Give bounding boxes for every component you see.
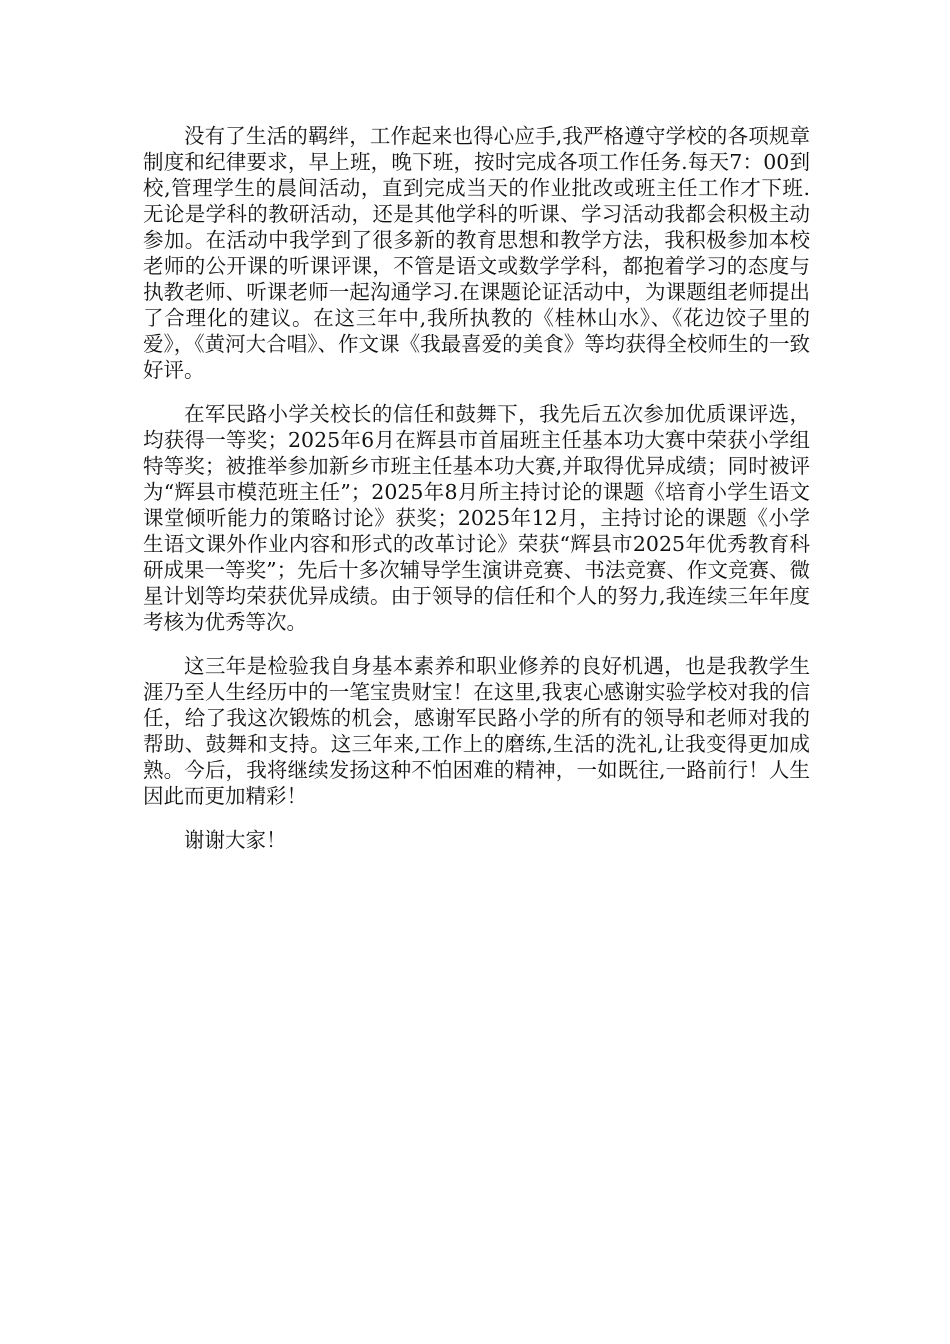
- paragraph-achievements: 在军民路小学关校长的信任和鼓舞下，我先后五次参加优质课评选，均获得一等奖；2025年6月在辉县市首届班主任基本功大赛中荣获小学组特等奖；被推举参加新乡市班主任基本功大赛,并取得优异成绩；同时被评为“辉县市模范班主任”；2025年8月所主持讨论的课题《培育小学生语文课堂倾听能力的策略讨论》获奖；2025年12月，主持讨论的课题《小学生语文课外作业内容和形式的改革讨论》荣获“辉县市2025年优秀教育科研成果一等奖”；先后十多次辅导学生演讲竞赛、书法竞赛、作文竞赛、微星计划等均荣获优异成绩。由于领导的信任和个人的努力,我连续三年年度考核为优秀等次。: [143, 402, 810, 634]
- document-body: [143, 123, 810, 853]
- paragraph-gratitude: 这三年是检验我自身基本素养和职业修养的良好机遇，也是我教学生涯乃至人生经历中的一笔宝贵财宝！在这里,我衷心感谢实验学校对我的信任，给了我这次锻炼的机会，感谢军民路小学的所有的领导和老师对我的帮助、鼓舞和支持。这三年来,工作上的磨练,生活的洗礼,让我变得更加成熟。今后，我将继续发扬这种不怕困难的精神，一如既往,一路前行！人生因此而更加精彩！: [143, 654, 810, 808]
- closing-thanks: 谢谢大家！: [184, 828, 287, 852]
- paragraph-work-attitude: 没有了生活的羁绊，工作起来也得心应手,我严格遵守学校的各项规章制度和纪律要求，早上班，晚下班，按时完成各项工作任务.每天7：00到校,管理学生的晨间活动，直到完成当天的作业批改或班主任工作才下班.无论是学科的教研活动，还是其他学科的听课、学习活动我都会积极主动参加。在活动中我学到了很多新的教育思想和教学方法，我积极参加本校老师的公开课的听课评课，不管是语文或数学学科，都抱着学习的态度与执教老师、听课老师一起沟通学习.在课题论证活动中，为课题组老师提出了合理化的建议。在这三年中,我所执教的《桂林山水》、《花边饺子里的爱》，《黄河大合唱》、作文课《我最喜爱的美食》等均获得全校师生的一致好评。: [143, 124, 810, 382]
